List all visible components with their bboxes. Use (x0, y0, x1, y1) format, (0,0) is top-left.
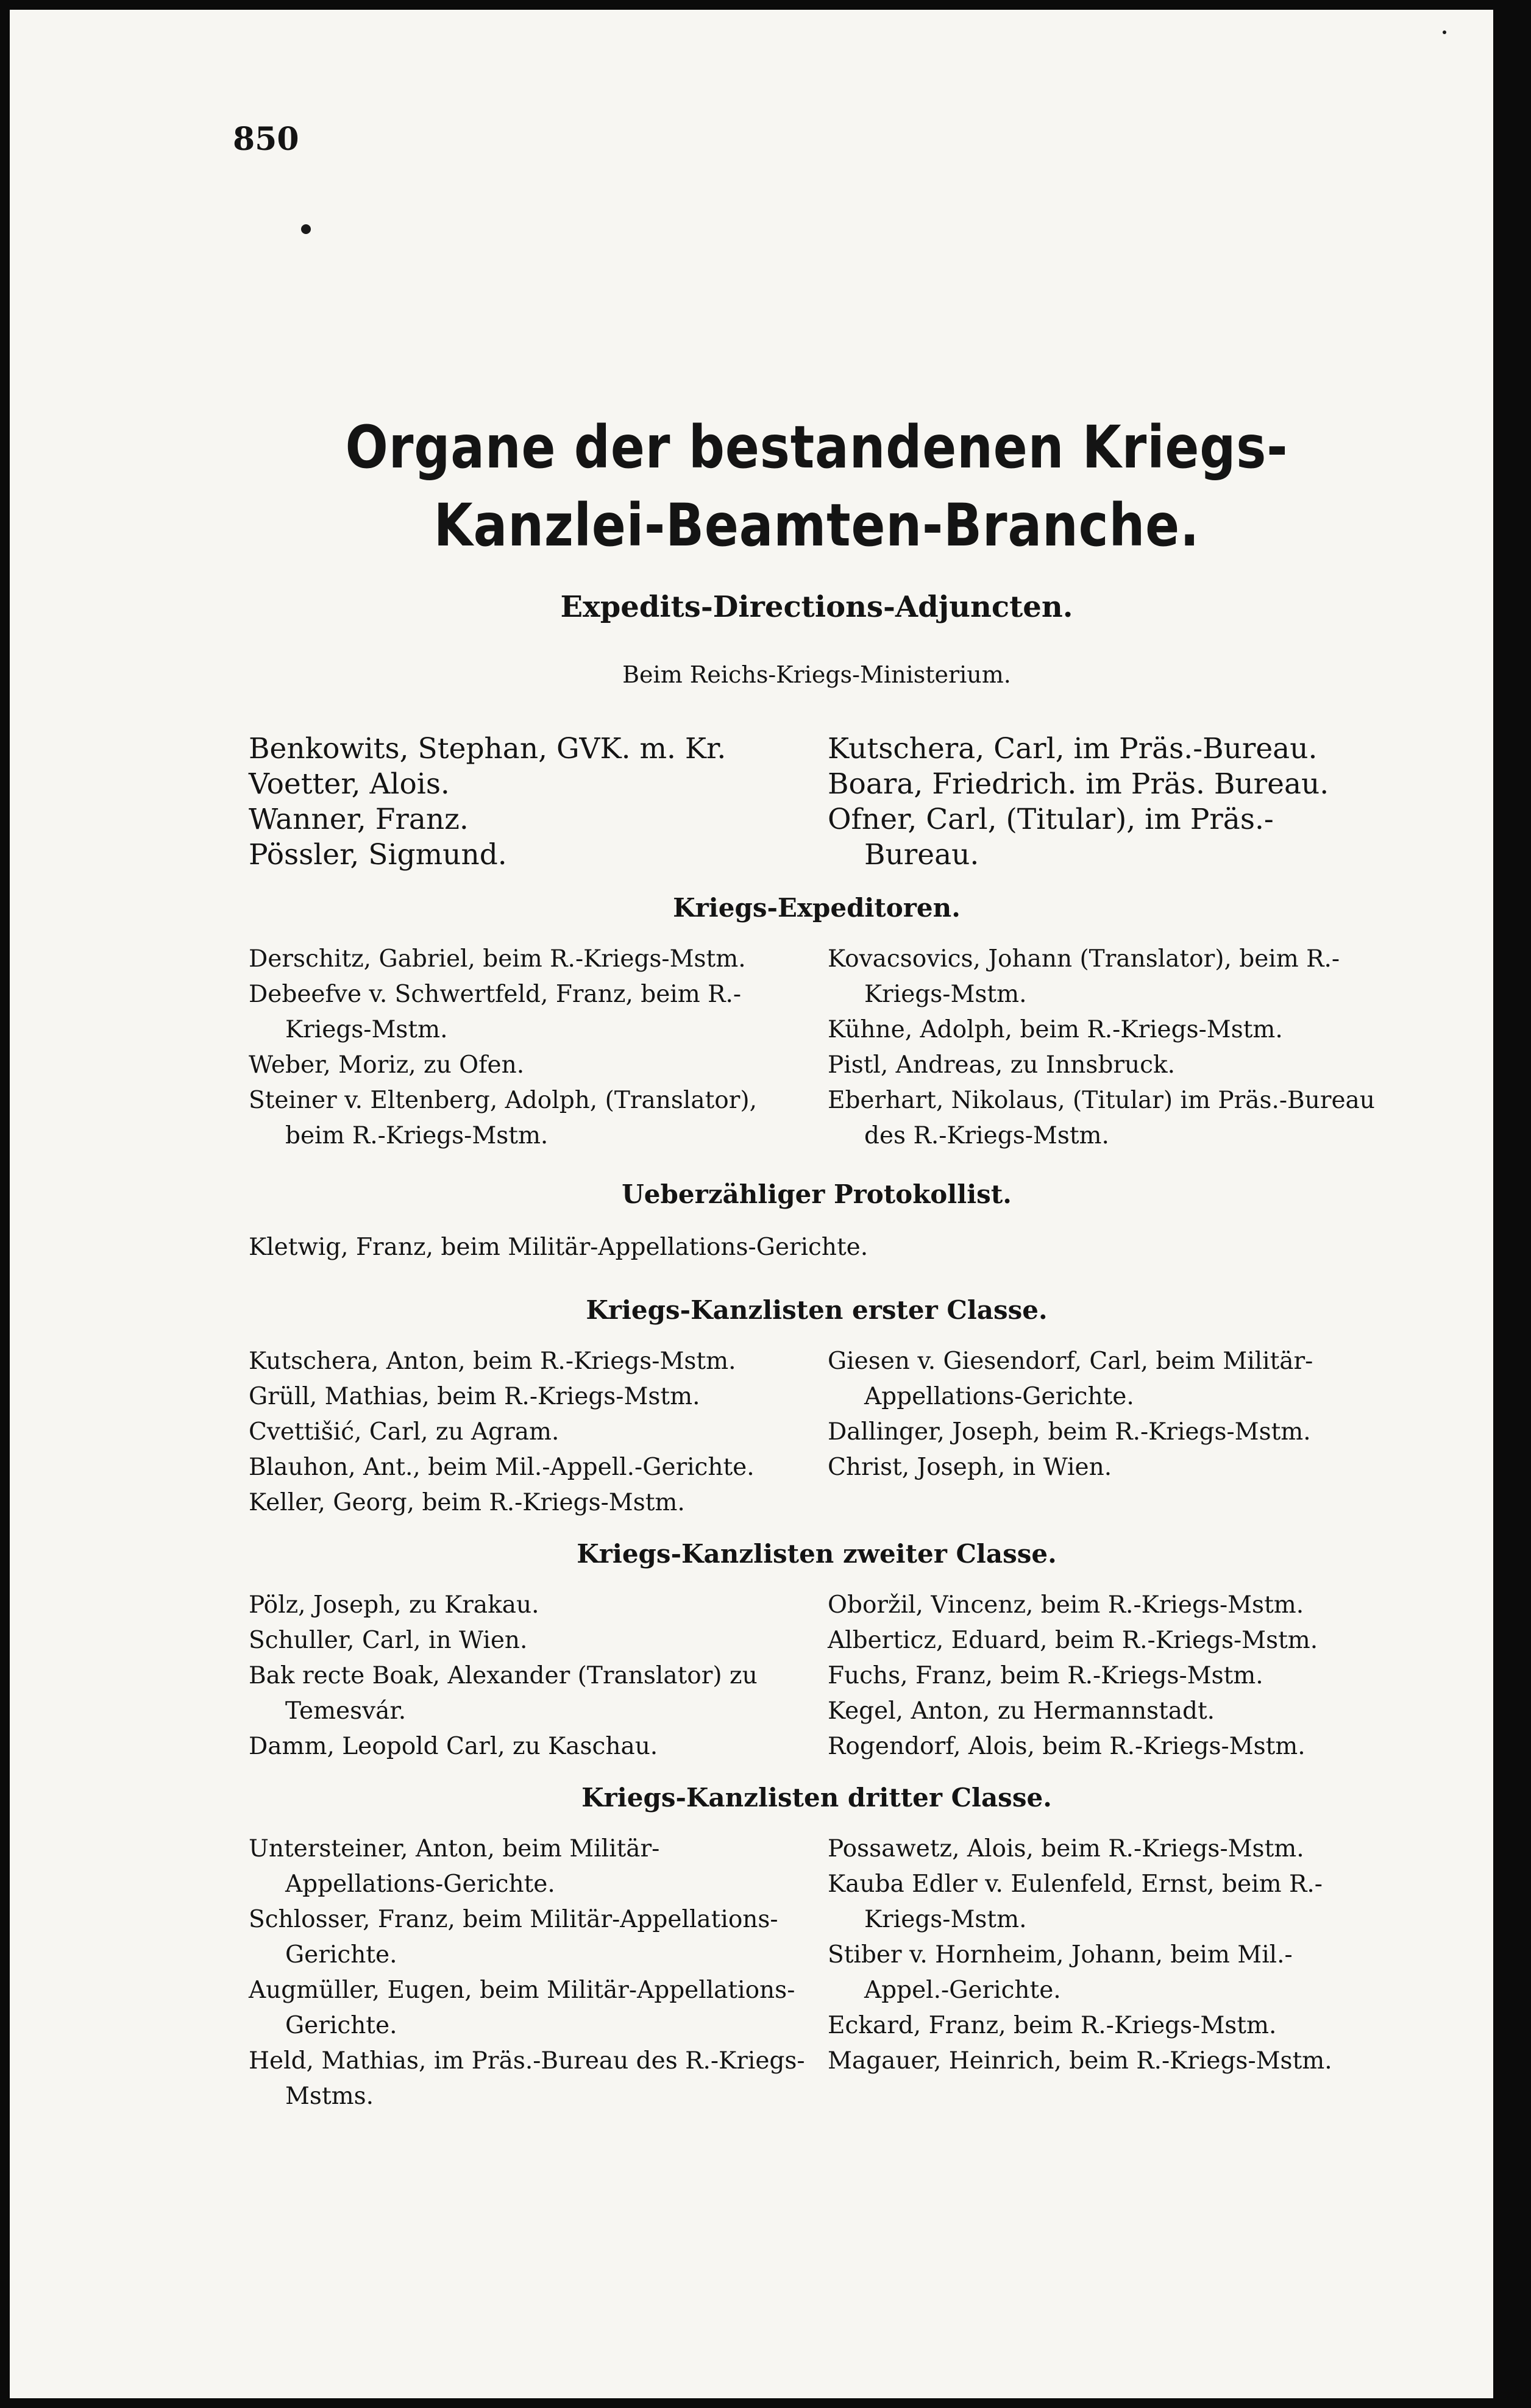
list-item: Untersteiner, Anton, beim Militär-Appellations-Gerichte. (249, 1835, 660, 1898)
list-item: Magauer, Heinrich, beim R.-Kriegs-Mstm. (828, 2047, 1332, 2075)
list-item: Boara, Friedrich. im Präs. Bureau. (828, 767, 1329, 801)
list-item: Oboržil, Vincenz, beim R.-Kriegs-Mstm. (828, 1591, 1304, 1619)
list-item: Ofner, Carl, (Titular), im Präs.-Bureau. (828, 803, 1274, 872)
list-item: Pölz, Joseph, zu Krakau. (249, 1591, 539, 1619)
section-heading-kanzlisten-dritter: Kriegs-Kanzlisten dritter Classe. (581, 1783, 1052, 1813)
page-title: Organe der bestandenen Kriegs-Kanzlei-Beamten-Branche. (345, 413, 1288, 559)
list-item: Fuchs, Franz, beim R.-Kriegs-Mstm. (828, 1662, 1263, 1689)
kanzlisten-zweiter-left-column (249, 1588, 809, 1764)
list-item: Blauhon, Ant., beim Mil.-Appell.-Gerichte. (249, 1454, 755, 1481)
section-heading-kanzlisten-zweiter: Kriegs-Kanzlisten zweiter Classe. (577, 1539, 1057, 1569)
expeditoren-right-column (828, 942, 1376, 1154)
expedits-right-column (828, 731, 1376, 873)
list-item: Cvettišić, Carl, zu Agram. (249, 1418, 559, 1446)
list-item: Giesen v. Giesendorf, Carl, beim Militär-Appellations-Gerichte. (828, 1348, 1313, 1410)
section-heading-expedits: Expedits-Directions-Adjuncten. (560, 590, 1073, 624)
kanzlisten-zweiter-right-column (828, 1588, 1376, 1764)
section-heading-kanzlisten-erster: Kriegs-Kanzlisten erster Classe. (586, 1295, 1048, 1325)
kanzlisten-dritter-left-column (249, 1831, 809, 2114)
list-item: Kegel, Anton, zu Hermannstadt. (828, 1697, 1215, 1725)
expeditoren-left-column (249, 942, 809, 1154)
list-item: Held, Mathias, im Präs.-Bureau des R.-Kriegs-Mstms. (249, 2047, 805, 2110)
list-item: Augmüller, Eugen, beim Militär-Appellations-Gerichte. (249, 1976, 795, 2039)
list-item: Debeefve v. Schwertfeld, Franz, beim R.-Kriegs-Mstm. (249, 981, 742, 1043)
expedits-left-column (249, 731, 809, 873)
list-item: Kovacsovics, Johann (Translator), beim R.-Kriegs-Mstm. (828, 945, 1340, 1008)
list-item: Kutschera, Anton, beim R.-Kriegs-Mstm. (249, 1348, 736, 1375)
list-item: Benkowits, Stephan, GVK. m. Kr. (249, 732, 726, 765)
list-item: Alberticz, Eduard, beim R.-Kriegs-Mstm. (828, 1627, 1318, 1654)
ink-speck (1443, 30, 1446, 34)
list-item: Dallinger, Joseph, beim R.-Kriegs-Mstm. (828, 1418, 1311, 1446)
kanzlisten-erster-left-column (249, 1344, 809, 1521)
list-item: Kutschera, Carl, im Präs.-Bureau. (828, 732, 1318, 765)
list-item: Grüll, Mathias, beim R.-Kriegs-Mstm. (249, 1383, 700, 1410)
list-item: Christ, Joseph, in Wien. (828, 1454, 1112, 1481)
section-heading-protokollist: Ueberzähliger Protokollist. (622, 1179, 1012, 1209)
list-item: Bak recte Boak, Alexander (Translator) zu Temesvár. (249, 1662, 758, 1725)
list-item: Stiber v. Hornheim, Johann, beim Mil.-Appel.-Gerichte. (828, 1941, 1293, 2004)
list-item: Kühne, Adolph, beim R.-Kriegs-Mstm. (828, 1016, 1283, 1043)
list-item: Kauba Edler v. Eulenfeld, Ernst, beim R.-Kriegs-Mstm. (828, 1870, 1323, 1933)
kanzlisten-dritter-right-column (828, 1831, 1376, 2079)
list-item: Derschitz, Gabriel, beim R.-Kriegs-Mstm. (249, 945, 746, 973)
kanzlisten-erster-right-column (828, 1344, 1376, 1485)
list-item: Pössler, Sigmund. (249, 838, 507, 872)
list-item: Wanner, Franz. (249, 803, 469, 836)
list-item: Eberhart, Nikolaus, (Titular) im Präs.-Bureau des R.-Kriegs-Mstm. (828, 1087, 1375, 1149)
section-subheading: Beim Reichs-Kriegs-Ministerium. (622, 661, 1011, 688)
list-item: Possawetz, Alois, beim R.-Kriegs-Mstm. (828, 1835, 1304, 1863)
list-item: Keller, Georg, beim R.-Kriegs-Mstm. (249, 1489, 685, 1516)
list-item: Rogendorf, Alois, beim R.-Kriegs-Mstm. (828, 1733, 1305, 1760)
list-item: Steiner v. Eltenberg, Adolph, (Translator), beim R.-Kriegs-Mstm. (249, 1087, 757, 1149)
list-item: Pistl, Andreas, zu Innsbruck. (828, 1051, 1176, 1079)
list-item: Weber, Moriz, zu Ofen. (249, 1051, 525, 1079)
ink-dot (301, 224, 311, 234)
list-item: Schuller, Carl, in Wien. (249, 1627, 528, 1654)
section-heading-kriegs-expeditoren: Kriegs-Expeditoren. (673, 893, 961, 923)
list-item: Damm, Leopold Carl, zu Kaschau. (249, 1733, 658, 1760)
list-item: Eckard, Franz, beim R.-Kriegs-Mstm. (828, 2012, 1277, 2039)
list-item: Schlosser, Franz, beim Militär-Appellations-Gerichte. (249, 1906, 778, 1969)
list-item: Voetter, Alois. (249, 767, 450, 801)
list-item: Kletwig, Franz, beim Militär-Appellations-Gerichte. (249, 1234, 869, 1261)
page-number: 850 (233, 121, 299, 158)
